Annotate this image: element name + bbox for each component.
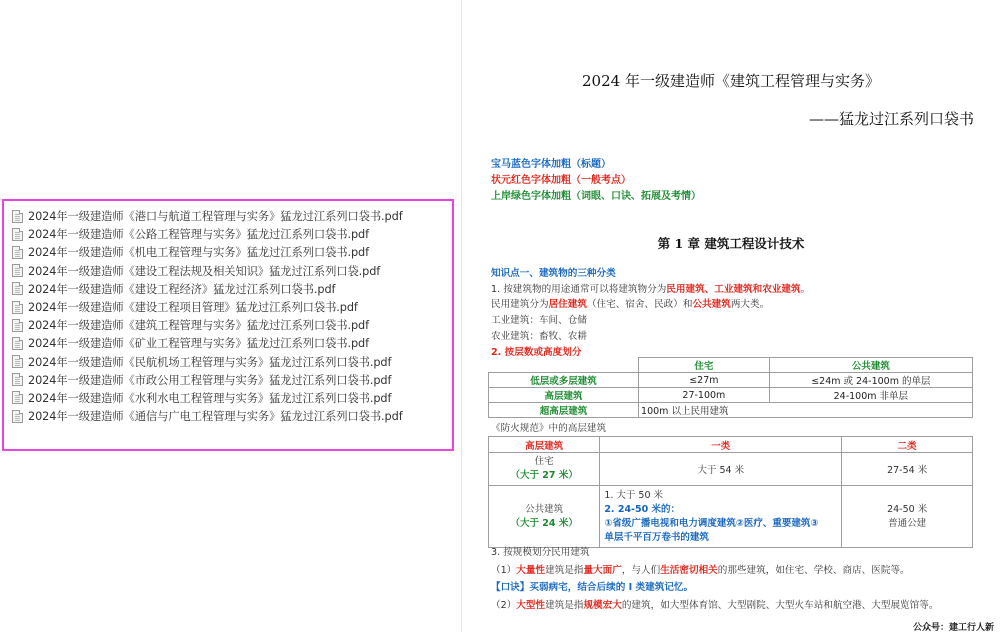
text: （2）: [491, 599, 517, 611]
pdf-file-icon: [12, 337, 23, 350]
section-body: [491, 266, 981, 360]
document-subtitle: ——猛龙过江系列口袋书: [808, 110, 974, 128]
highlight: 民用建筑、工业建筑和农业建筑: [666, 283, 801, 295]
table-cell: [600, 486, 842, 548]
file-item[interactable]: [12, 243, 452, 261]
knowledge-point-title: 知识点一、建筑物的三种分类: [491, 268, 616, 279]
file-item[interactable]: [12, 262, 452, 280]
table-cell: 27-100m: [639, 388, 770, 403]
fire-code-table: [488, 436, 973, 548]
pdf-file-icon: [12, 391, 23, 404]
row-sub: （大于 27 米）: [510, 470, 578, 481]
file-item[interactable]: [12, 334, 452, 352]
paragraph-5: 2. 按层数或高度划分: [491, 346, 582, 358]
text: 民用建筑分为: [491, 299, 549, 311]
legend-green: 上岸绿色字体加粗（词眼、口诀、拓展及考情）: [491, 191, 701, 202]
table-cell: 高层建筑: [489, 388, 639, 403]
file-name: 2024年一级建造师《通信与广电工程管理与实务》猛龙过江系列口袋书.pdf: [28, 410, 403, 424]
table-cell: 超高层建筑: [489, 403, 639, 418]
cell-line: ①省级广播电视和电力调度建筑②医疗、重要建筑③: [604, 517, 819, 529]
table-header: 住宅: [639, 358, 770, 373]
table-cell: 100m 以上民用建筑: [639, 403, 973, 418]
cell-line: 2. 24-50 米的：: [604, 503, 681, 515]
cell-line: 1. 大于 50 米: [604, 489, 664, 501]
pdf-file-icon: [12, 410, 23, 423]
cell-line: 普通公建: [888, 517, 927, 529]
paragraph-4: 农业建筑：畜牧、农耕: [491, 330, 587, 342]
pdf-file-icon: [12, 282, 23, 295]
cell-line: 24-50 米: [887, 503, 928, 515]
pdf-file-icon: [12, 264, 23, 277]
height-classification-table: [488, 357, 973, 418]
tail-line-4: [491, 597, 991, 615]
table-cell: ≤27m: [639, 373, 770, 388]
table-row: [489, 373, 973, 388]
highlight: 大型性: [516, 599, 546, 611]
pdf-file-icon: [12, 301, 23, 314]
text: 建筑是指: [545, 564, 584, 576]
highlight: 量大面广: [583, 564, 622, 576]
paragraph-1: [491, 282, 981, 298]
file-name: 2024年一级建造师《港口与航道工程管理与实务》猛龙过江系列口袋书.pdf: [28, 210, 403, 224]
table-cell: 27-54 米: [842, 453, 973, 486]
file-name: 2024年一级建造师《市政公用工程管理与实务》猛龙过江系列口袋书.pdf: [28, 373, 392, 387]
file-name: 2024年一级建造师《建设工程法规及相关知识》猛龙过江系列口袋.pdf: [28, 264, 381, 278]
paragraph-2: [491, 297, 981, 313]
row-name: 住宅: [534, 456, 554, 467]
file-item[interactable]: [12, 225, 452, 243]
text: 两大类。: [730, 299, 770, 311]
table-row: [489, 453, 973, 486]
file-name: 2024年一级建造师《水利水电工程管理与实务》猛龙过江系列口袋书.pdf: [28, 391, 392, 405]
watermark: 公众号：建工行人新: [912, 623, 994, 632]
file-item[interactable]: [12, 316, 452, 334]
table-cell: 低层或多层建筑: [489, 373, 639, 388]
text: 建筑是指: [545, 599, 584, 611]
file-name: 2024年一级建造师《机电工程管理与实务》猛龙过江系列口袋书.pdf: [28, 246, 369, 260]
tail-line-1: 3. 按规模划分民用建筑: [491, 547, 590, 558]
table-row: [489, 403, 973, 418]
scale-section: [491, 544, 991, 614]
pdf-file-icon: [12, 210, 23, 223]
table-cell: [489, 486, 600, 548]
table-cell: [842, 486, 973, 548]
table-cell: [489, 358, 639, 373]
legend-red: 状元红色字体加粗（一般考点）: [491, 175, 631, 186]
cell-line: 单层千平百万卷书的建筑: [604, 531, 709, 543]
file-name: 2024年一级建造师《建筑工程管理与实务》猛龙过江系列口袋书.pdf: [28, 319, 369, 333]
table-cell: 大于 54 米: [600, 453, 842, 486]
highlight: 居住建筑: [548, 299, 587, 311]
pdf-file-icon: [12, 246, 23, 259]
file-list-panel: [2, 199, 454, 451]
file-name: 2024年一级建造师《建设工程项目管理》猛龙过江系列口袋书.pdf: [28, 301, 358, 315]
row-sub: （大于 24 米）: [510, 517, 578, 529]
file-item[interactable]: [12, 353, 452, 371]
file-item[interactable]: [12, 389, 452, 407]
text: （住宅、宿舍、民政）和: [586, 299, 693, 311]
table-header-row: [489, 437, 973, 453]
legend-blue: 宝马蓝色字体加粗（标题）: [491, 159, 611, 170]
highlight: 大量性: [516, 564, 546, 576]
table-cell: ≤24m 或 24-100m 的单层: [769, 373, 972, 388]
text: 1. 按建筑物的用途通常可以将建筑物分为: [491, 283, 667, 295]
file-name: 2024年一级建造师《矿业工程管理与实务》猛龙过江系列口袋书.pdf: [28, 337, 369, 351]
table-caption: 《防火规范》中的高层建筑: [491, 423, 607, 434]
document-page: [462, 0, 1000, 632]
paragraph-3: 工业建筑：车间、仓储: [491, 315, 587, 327]
document-title: 2024 年一级建造师《建筑工程管理与实务》: [582, 72, 880, 90]
file-item[interactable]: [12, 280, 452, 298]
file-name: 2024年一级建造师《民航机场工程管理与实务》猛龙过江系列口袋书.pdf: [28, 355, 392, 369]
table-row: [489, 388, 973, 403]
text: 。: [800, 283, 811, 295]
highlight: 生活密切相关: [660, 564, 718, 576]
row-name: 公共建筑: [525, 503, 564, 515]
highlight: 公共建筑: [692, 299, 731, 311]
chapter-title: 第 1 章 建筑工程设计技术: [657, 236, 805, 251]
file-name: 2024年一级建造师《公路工程管理与实务》猛龙过江系列口袋书.pdf: [28, 228, 369, 242]
mnemonic-line: 【口诀】买弱病宅，结合后续的 I 类建筑记忆。: [491, 582, 694, 593]
pdf-file-icon: [12, 355, 23, 368]
text: （1）: [491, 564, 517, 576]
table-header: 二类: [842, 437, 973, 453]
tail-line-2: [491, 562, 991, 580]
table-header: 高层建筑: [489, 437, 600, 453]
file-name: 2024年一级建造师《建设工程经济》猛龙过江系列口袋书.pdf: [28, 282, 336, 296]
table-header: 一类: [600, 437, 842, 453]
table-cell: 24-100m 非单层: [769, 388, 972, 403]
file-item[interactable]: [12, 371, 452, 389]
text: 的建筑，如大型体育馆、大型剧院、大型火车站和航空港、大型展览馆等。: [621, 599, 939, 611]
table-header-row: [489, 358, 973, 373]
file-item[interactable]: [12, 407, 452, 425]
text: 的那些建筑，如住宅、学校、商店、医院等。: [717, 564, 910, 576]
table-header: 公共建筑: [769, 358, 972, 373]
pdf-file-icon: [12, 319, 23, 332]
text: ，与人们: [621, 564, 661, 576]
table-cell: [489, 453, 600, 486]
pdf-file-icon: [12, 228, 23, 241]
color-legend: [491, 157, 701, 205]
pdf-file-icon: [12, 373, 23, 386]
highlight: 规模宏大: [583, 599, 622, 611]
file-item[interactable]: [12, 207, 452, 225]
file-item[interactable]: [12, 298, 452, 316]
table-row: [489, 486, 973, 548]
